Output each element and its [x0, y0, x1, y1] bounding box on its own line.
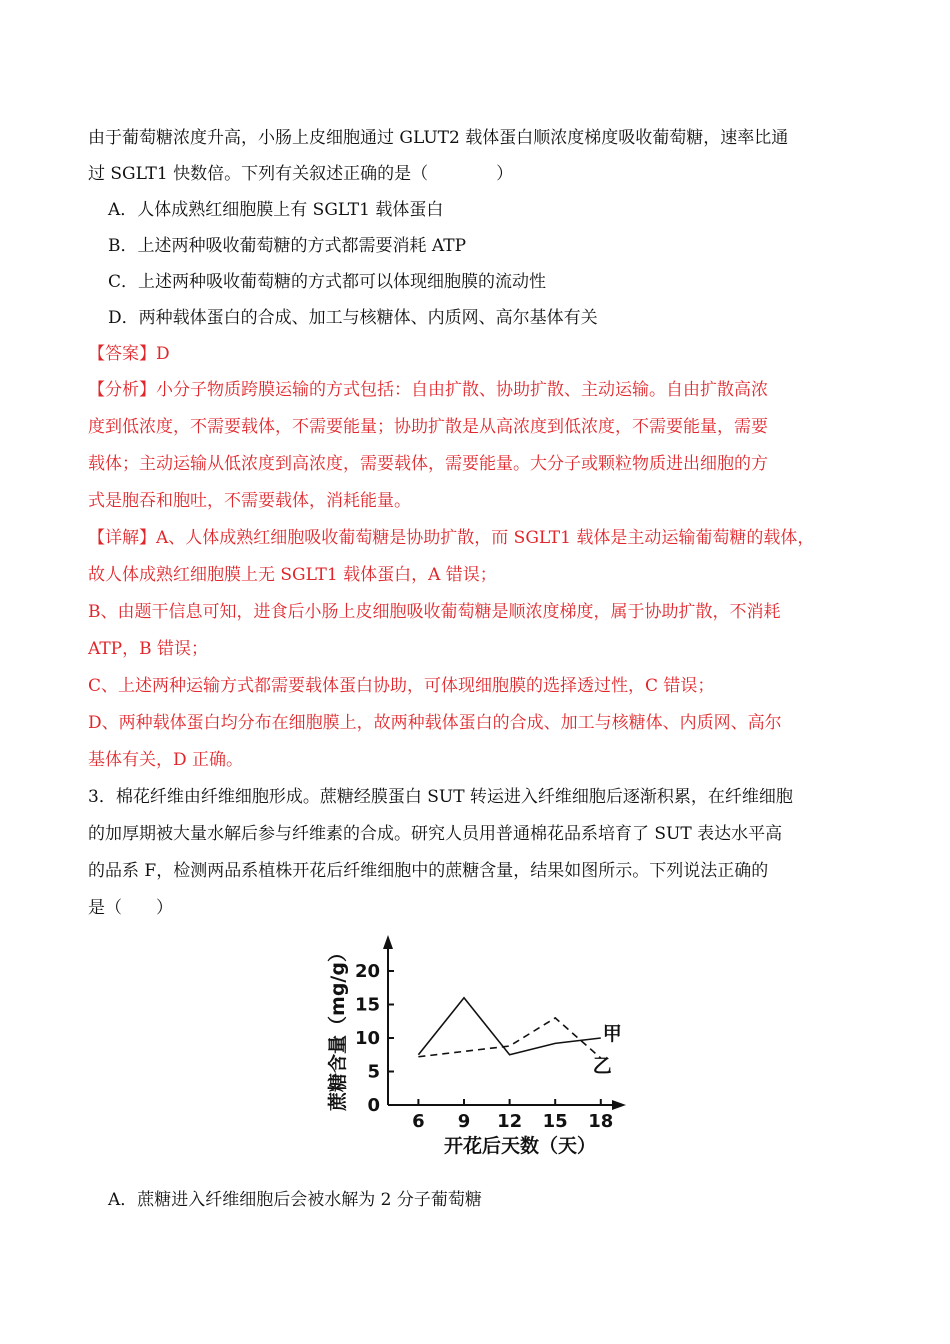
y-tick-label: 20: [354, 961, 380, 982]
analysis-line-4: 式是胞吞和胞吐，不需要载体，消耗能量。: [88, 491, 411, 511]
y-tick-label: 0: [367, 1095, 380, 1116]
series-label: 甲: [602, 1023, 622, 1045]
series-label: 乙: [592, 1055, 612, 1078]
x-tick-label: 9: [457, 1111, 471, 1132]
q3-stem-line-3: 的品系 F，检测两品系植株开花后纤维细胞中的蔗糖含量，结果如图所示。下列说法正确的: [88, 861, 769, 881]
q3-option-a: A．蔗糖进入纤维细胞后会被水解为 2 分子葡萄糖: [108, 1190, 482, 1210]
x-tick-label: 12: [497, 1111, 523, 1132]
answer-line: 【答案】D: [88, 344, 170, 364]
q2-option-c: C．上述两种吸收葡萄糖的方式都可以体现细胞膜的流动性: [108, 272, 547, 292]
sucrose-line-chart: [310, 930, 640, 1170]
q3-stem-line-1: 3．棉花纤维由纤维细胞形成。蔗糖经膜蛋白 SUT 转运进入纤维细胞后逐渐积累，在纤维细胞: [88, 787, 793, 807]
y-axis-label: 蔗糖含量（mg/g）: [327, 943, 349, 1111]
y-tick-label: 10: [354, 1028, 380, 1049]
y-axis-arrow: [383, 935, 393, 949]
q3-stem-line-2: 的加厚期被大量水解后参与纤维素的合成。研究人员用普通棉花品系培育了 SUT 表达水平高: [88, 824, 783, 844]
detail-line-3: B、由题干信息可知，进食后小肠上皮细胞吸收葡萄糖是顺浓度梯度，属于协助扩散，不消耗: [88, 602, 781, 622]
analysis-line-3: 载体；主动运输从低浓度到高浓度，需要载体，需要能量。大分子或颗粒物质进出细胞的方: [88, 454, 768, 474]
x-axis-label: 开花后天数（天）: [443, 1135, 597, 1157]
analysis-line-1: 【分析】小分子物质跨膜运输的方式包括：自由扩散、协助扩散、主动运输。自由扩散高浓: [88, 380, 768, 400]
x-tick-label: 18: [588, 1111, 614, 1132]
chart-series: [418, 998, 621, 1077]
q3-stem-line-4: 是（ ）: [88, 898, 173, 918]
series-line-乙: [418, 1018, 600, 1058]
q2-option-d: D．两种载体蛋白的合成、加工与核糖体、内质网、高尔基体有关: [108, 308, 598, 328]
analysis-line-2: 度到低浓度，不需要载体，不需要能量；协助扩散是从高浓度到低浓度，不需要能量，需要: [88, 417, 768, 437]
detail-line-7: 基体有关，D 正确。: [88, 750, 244, 770]
detail-line-6: D、两种载体蛋白均分布在细胞膜上，故两种载体蛋白的合成、加工与核糖体、内质网、高尔: [88, 713, 782, 733]
detail-line-2: 故人体成熟红细胞膜上无 SGLT1 载体蛋白，A 错误；: [88, 565, 497, 585]
x-tick-label: 15: [542, 1111, 568, 1132]
detail-line-1: 【详解】A、人体成熟红细胞吸收葡萄糖是协助扩散，而 SGLT1 载体是主动运输葡萄糖的载体，: [88, 528, 815, 548]
q2-option-b: B．上述两种吸收葡萄糖的方式都需要消耗 ATP: [108, 236, 467, 256]
chart-ticks: [355, 961, 613, 1132]
q2-stem-line-1: 由于葡萄糖浓度升高，小肠上皮细胞通过 GLUT2 载体蛋白顺浓度梯度吸收葡萄糖，速率比通: [88, 128, 789, 148]
series-line-甲: [418, 998, 600, 1055]
y-tick-label: 5: [367, 1061, 380, 1083]
q2-option-a: A．人体成熟红细胞膜上有 SGLT1 载体蛋白: [108, 200, 444, 220]
chart-axes: [383, 935, 626, 1110]
detail-line-5: C、上述两种运输方式都需要载体蛋白协助，可体现细胞膜的选择透过性，C 错误；: [88, 676, 715, 696]
x-tick-label: 6: [412, 1111, 425, 1132]
detail-line-4: ATP，B 错误；: [88, 639, 209, 659]
q2-stem-line-2: 过 SGLT1 快数倍。下列有关叙述正确的是（ ）: [88, 164, 514, 184]
y-tick-label: 15: [354, 994, 380, 1016]
x-axis-arrow: [612, 1100, 626, 1110]
